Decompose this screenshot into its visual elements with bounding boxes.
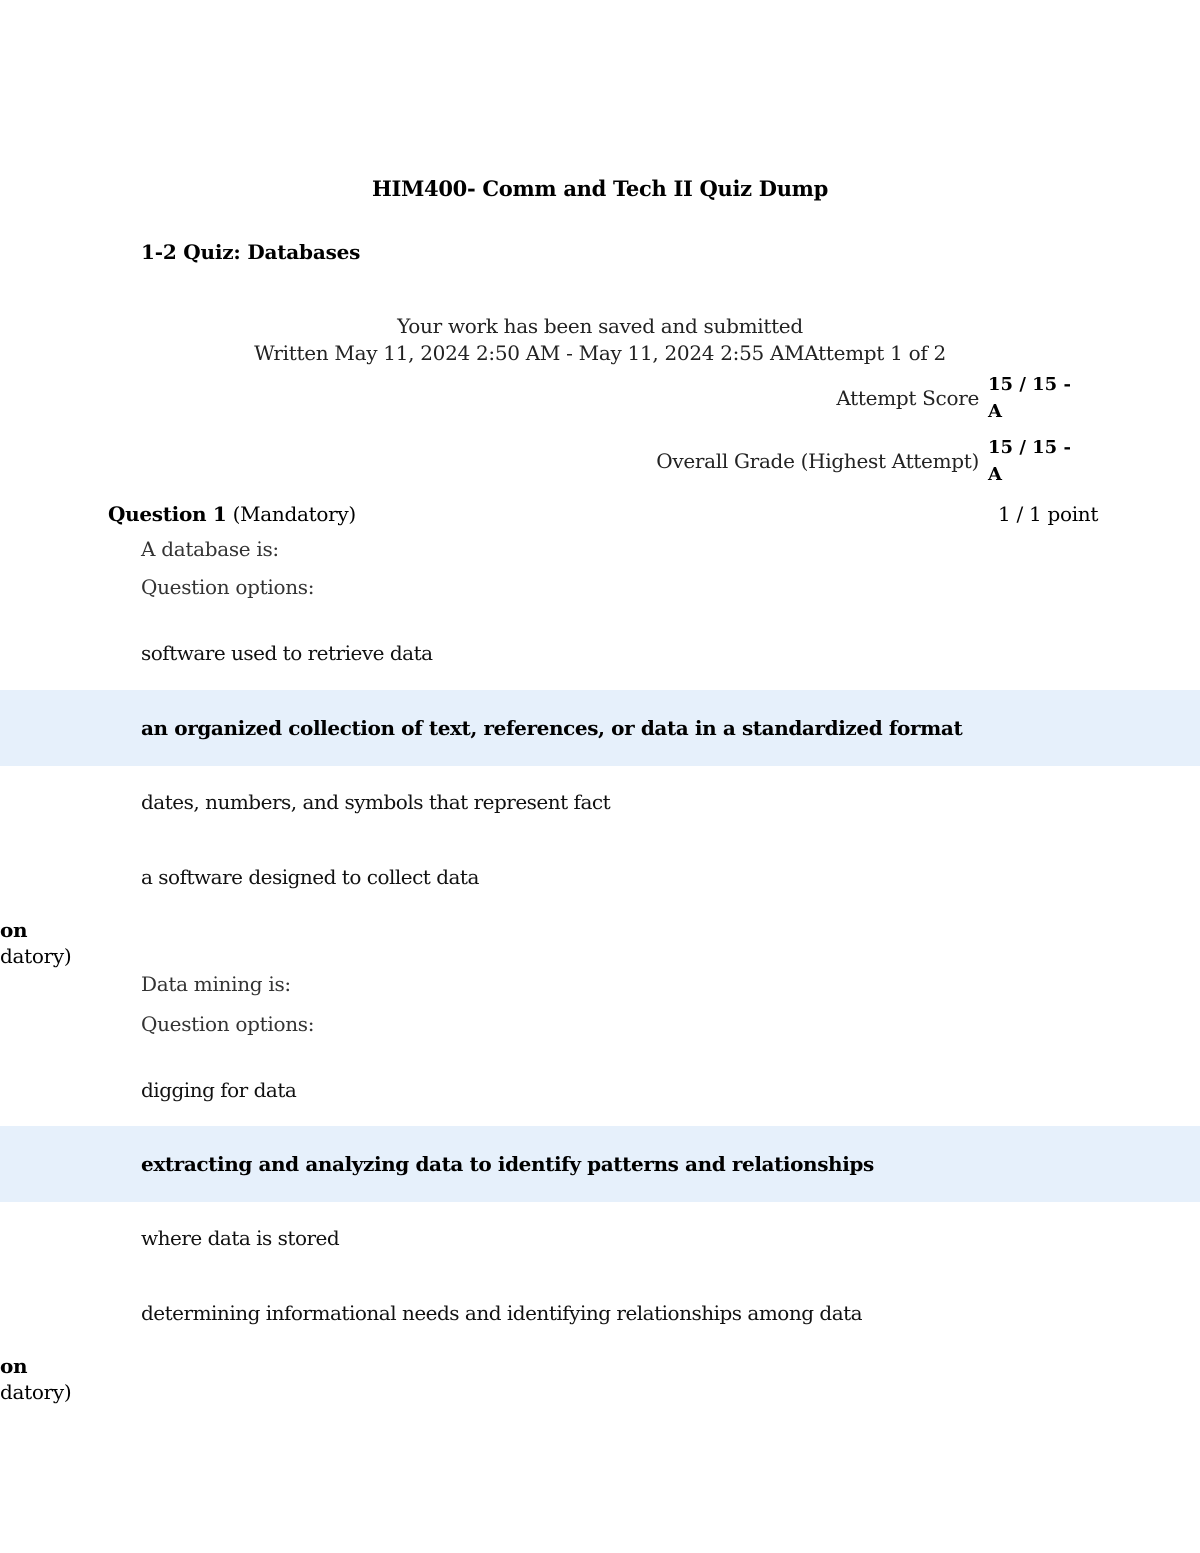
question-1-number: Question 1: [108, 502, 227, 526]
question-2-option-1: digging for data: [141, 1078, 297, 1102]
attempt-score-value: 15 / 15 - A: [988, 374, 1071, 422]
question-3-number-fragment: on: [0, 1354, 28, 1378]
question-2-text: Data mining is:: [141, 972, 291, 996]
question-2-option-2-correct: extracting and analyzing data to identify patterns and relationships: [141, 1152, 874, 1176]
question-1-option-2-correct: an organized collection of text, references, or data in a standardized format: [141, 716, 963, 740]
question-2-mandatory-fragment: datory): [0, 944, 72, 968]
submission-status: Your work has been saved and submitted: [397, 314, 803, 338]
question-1-option-1: software used to retrieve data: [141, 641, 433, 665]
question-1-mandatory: (Mandatory): [232, 502, 356, 526]
overall-grade-label: Overall Grade (Highest Attempt): [656, 449, 979, 473]
attempt-written-info: Written May 11, 2024 2:50 AM - May 11, 2024 2:55 AMAttempt 1 of 2: [254, 341, 946, 365]
question-1-text: A database is:: [141, 537, 279, 561]
question-1-option-3: dates, numbers, and symbols that represent fact: [141, 790, 611, 814]
quiz-title: 1-2 Quiz: Databases: [141, 240, 361, 264]
question-2-number-fragment: on: [0, 918, 28, 942]
question-2-option-3: where data is stored: [141, 1226, 340, 1250]
overall-grade-value: 15 / 15 - A: [988, 437, 1071, 485]
attempt-score-label: Attempt Score: [836, 386, 979, 410]
question-2-options-label: Question options:: [141, 1012, 315, 1036]
question-1-options-label: Question options:: [141, 575, 315, 599]
question-3-mandatory-fragment: datory): [0, 1380, 72, 1404]
question-1-header: [108, 502, 356, 526]
question-2-option-4: determining informational needs and identifying relationships among data: [141, 1301, 863, 1325]
question-1-points: 1 / 1 point: [998, 502, 1099, 526]
question-1-option-4: a software designed to collect data: [141, 865, 479, 889]
document-title: HIM400- Comm and Tech II Quiz Dump: [372, 176, 828, 201]
